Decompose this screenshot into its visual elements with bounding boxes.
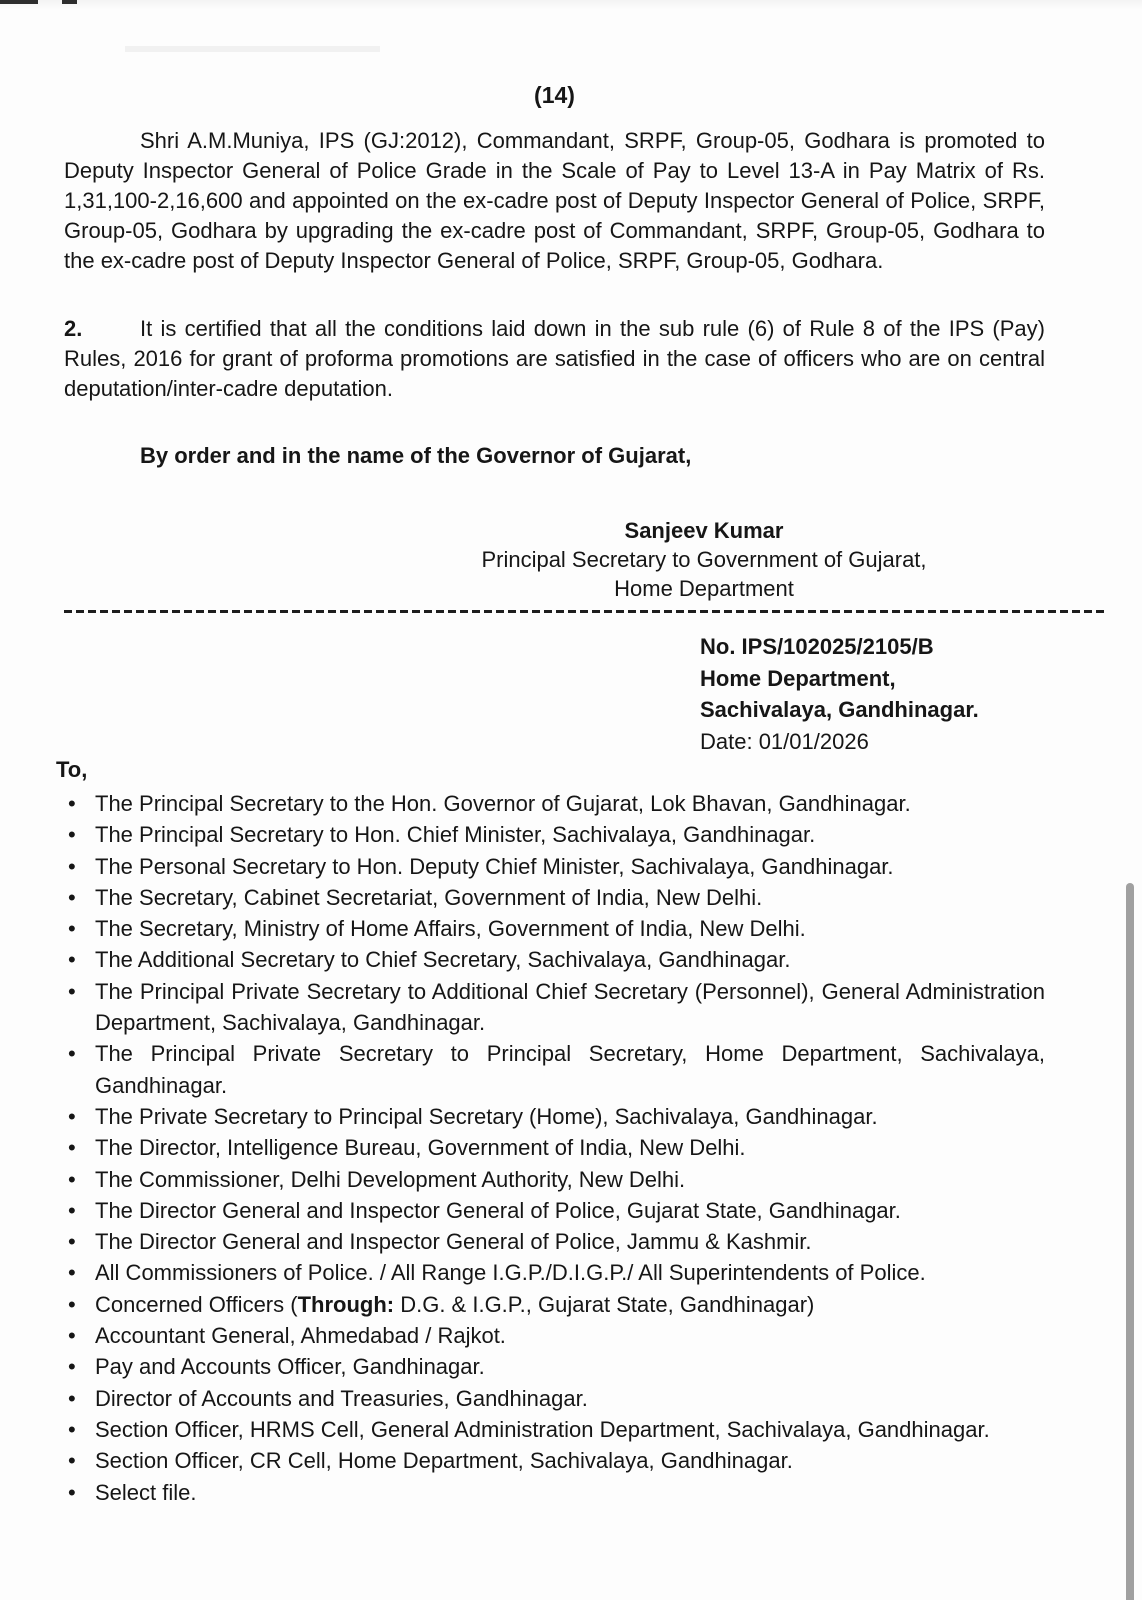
bullet-icon: • bbox=[68, 1448, 76, 1474]
recipient-item bbox=[64, 851, 1045, 882]
scan-artifact-top-strip bbox=[0, 0, 1142, 10]
recipient-text: Pay and Accounts Officer, Gandhinagar. bbox=[95, 1354, 485, 1380]
para-certification-text: It is certified that all the conditions laid down in the sub rule (6) of Rule 8 of the IPS (Pay) Rules, 2016 for grant of proforma promotions are satisfied in the case of officers who are on central deputation/inter-cadre deputation. bbox=[64, 316, 1045, 401]
recipient-text: D.G. & I.G.P., Gujarat State, Gandhinagar) bbox=[394, 1291, 815, 1317]
scan-artifact-streak bbox=[125, 46, 380, 52]
bullet-icon: • bbox=[68, 1354, 76, 1380]
recipient-text: The Secretary, Ministry of Home Affairs, Government of India, New Delhi. bbox=[95, 916, 806, 942]
recipient-item bbox=[64, 882, 1045, 913]
bullet-icon: • bbox=[68, 1260, 76, 1286]
scrollbar-thumb[interactable] bbox=[1126, 883, 1134, 1600]
bullet-icon: • bbox=[68, 1103, 76, 1129]
to-label: To, bbox=[56, 757, 88, 782]
recipient-text: The Director General and Inspector General of Police, Gujarat State, Gandhinagar. bbox=[95, 1197, 901, 1223]
signatory-department: Home Department bbox=[614, 576, 794, 601]
recipient-item bbox=[64, 913, 1045, 944]
recipient-item bbox=[64, 1164, 1045, 1195]
reference-block bbox=[700, 631, 1045, 757]
recipient-item bbox=[64, 1195, 1045, 1226]
bullet-icon: • bbox=[68, 1291, 76, 1317]
recipient-item bbox=[64, 819, 1045, 850]
bullet-icon: • bbox=[68, 1229, 76, 1255]
recipient-text: The Principal Secretary to the Hon. Governor of Gujarat, Lok Bhavan, Gandhinagar. bbox=[95, 791, 911, 816]
bullet-icon: • bbox=[68, 1135, 76, 1161]
recipient-text: The Private Secretary to Principal Secretary (Home), Sachivalaya, Gandhinagar. bbox=[95, 1103, 878, 1129]
bullet-icon: • bbox=[68, 1416, 76, 1442]
recipient-text: Section Officer, HRMS Cell, General Administration Department, Sachivalaya, Gandhinagar. bbox=[95, 1416, 990, 1442]
document-content bbox=[0, 82, 1142, 1508]
bullet-icon: • bbox=[68, 1479, 76, 1505]
recipient-text-bold: Through: bbox=[297, 1291, 395, 1317]
order-line: By order and in the name of the Governor of Gujarat, bbox=[140, 443, 692, 468]
para-certification bbox=[64, 314, 1045, 404]
recipient-item bbox=[64, 976, 1045, 1039]
recipient-text: Concerned Officers ( bbox=[95, 1291, 298, 1317]
recipient-text: The Personal Secretary to Hon. Deputy Chief Minister, Sachivalaya, Gandhinagar. bbox=[95, 853, 894, 879]
page-number: (14) bbox=[534, 82, 575, 108]
signatory-title: Principal Secretary to Government of Gujarat, bbox=[481, 547, 927, 572]
bullet-icon: • bbox=[68, 791, 76, 816]
recipient-text: Select file. bbox=[95, 1479, 197, 1505]
recipient-text: The Director General and Inspector General of Police, Jammu & Kashmir. bbox=[95, 1229, 812, 1255]
recipient-item bbox=[64, 1383, 1045, 1414]
bullet-icon: • bbox=[68, 916, 76, 942]
recipient-text: Accountant General, Ahmedabad / Rajkot. bbox=[95, 1323, 506, 1349]
bullet-icon: • bbox=[68, 978, 76, 1004]
recipient-item bbox=[64, 1257, 1045, 1288]
reference-date: Date: 01/01/2026 bbox=[700, 728, 869, 754]
para-promotion: Shri A.M.Muniya, IPS (GJ:2012), Commandant, SRPF, Group-05, Godhara is promoted to Deputy Inspector General of Police Grade in the Scale of Pay to Level 13-A in Pay Matrix of Rs. 1,31,100-2,16,600 and appointed on the ex-cadre post of Deputy Inspector General of Police, SRPF, Group-05, Godhara by upgrading the ex-cadre post of Commandant, SRPF, Group-05, Godhara to the ex-cadre post of Deputy Inspector General of Police, SRPF, Group-05, Godhara. bbox=[64, 128, 1045, 273]
bullet-icon: • bbox=[68, 1385, 76, 1411]
recipient-list bbox=[64, 788, 1045, 1508]
bullet-icon: • bbox=[68, 1197, 76, 1223]
reference-department: Home Department, bbox=[700, 665, 896, 691]
bullet-icon: • bbox=[68, 1323, 76, 1349]
recipient-item bbox=[64, 1414, 1045, 1445]
recipient-item bbox=[64, 1226, 1045, 1257]
recipient-text: The Principal Private Secretary to Additional Chief Secretary (Personnel), General Administration Department, Sachivalaya, Gandhinagar. bbox=[95, 978, 1045, 1036]
dashed-divider bbox=[64, 610, 1104, 613]
signatory-name: Sanjeev Kumar bbox=[624, 518, 784, 543]
recipient-item bbox=[64, 1351, 1045, 1382]
recipient-item bbox=[64, 1038, 1045, 1101]
recipient-text: The Additional Secretary to Chief Secretary, Sachivalaya, Gandhinagar. bbox=[95, 947, 791, 973]
recipient-item bbox=[64, 944, 1045, 975]
recipient-text: The Principal Secretary to Hon. Chief Minister, Sachivalaya, Gandhinagar. bbox=[95, 822, 816, 848]
recipient-text: The Secretary, Cabinet Secretariat, Government of India, New Delhi. bbox=[95, 884, 763, 910]
recipient-item bbox=[64, 1289, 1045, 1320]
recipient-text: Section Officer, CR Cell, Home Department, Sachivalaya, Gandhinagar. bbox=[95, 1448, 793, 1474]
bullet-icon: • bbox=[68, 822, 76, 848]
recipient-text: All Commissioners of Police. / All Range I.G.P./D.I.G.P./ All Superintendents of Police. bbox=[95, 1260, 926, 1286]
recipient-item bbox=[64, 788, 1045, 819]
bullet-icon: • bbox=[68, 1166, 76, 1192]
signature-block bbox=[463, 516, 945, 603]
bullet-icon: • bbox=[68, 1041, 76, 1067]
recipient-item bbox=[64, 1132, 1045, 1163]
recipient-text: The Principal Private Secretary to Principal Secretary, Home Department, Sachivalaya, Gandhinagar. bbox=[95, 1041, 1045, 1098]
recipient-item bbox=[64, 1445, 1045, 1476]
recipient-text: The Director, Intelligence Bureau, Government of India, New Delhi. bbox=[95, 1135, 746, 1161]
bullet-icon: • bbox=[68, 947, 76, 973]
reference-address: Sachivalaya, Gandhinagar. bbox=[700, 697, 979, 722]
scan-artifact-mark bbox=[0, 0, 38, 4]
recipient-text: Director of Accounts and Treasuries, Gandhinagar. bbox=[95, 1385, 588, 1411]
bullet-icon: • bbox=[68, 884, 76, 910]
recipient-item bbox=[64, 1101, 1045, 1132]
recipient-item bbox=[64, 1320, 1045, 1351]
recipient-text: The Commissioner, Delhi Development Authority, New Delhi. bbox=[95, 1166, 686, 1192]
reference-number: No. IPS/102025/2105/B bbox=[700, 634, 934, 659]
bullet-icon: • bbox=[68, 853, 76, 879]
scan-artifact-mark bbox=[62, 0, 77, 4]
recipient-item bbox=[64, 1477, 1045, 1508]
para-certification-number: 2. bbox=[64, 316, 83, 341]
